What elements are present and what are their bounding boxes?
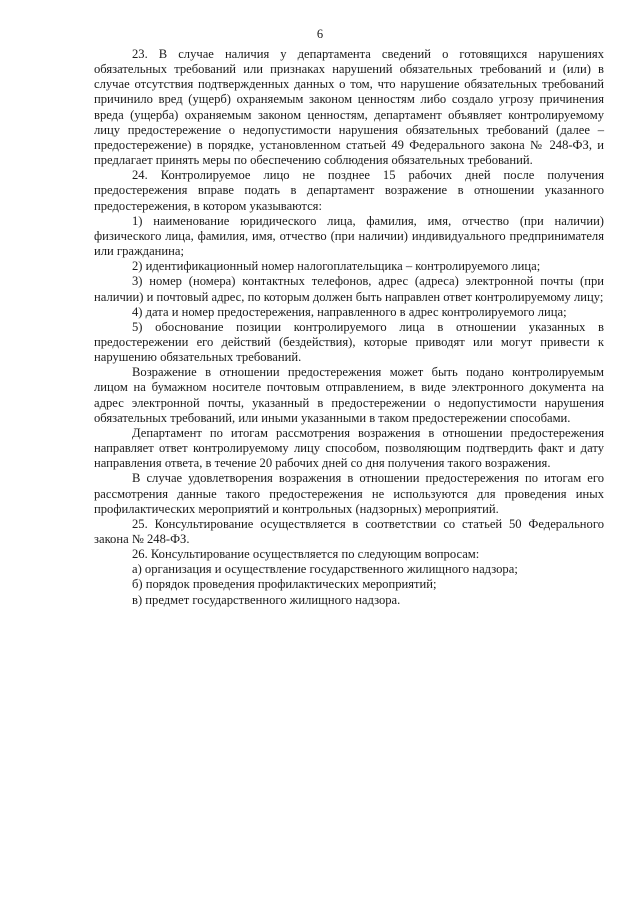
paragraph-25: 25. Консультирование осуществляется в соответствии со статьей 50 Федерального закона № 248-ФЗ. <box>94 516 604 546</box>
paragraph-objection-response: Департамент по итогам рассмотрения возражения в отношении предостережения направляет ответ контролируемому лицу способом, позволяющим подтвердить факт и дату направления ответа, в течение 20 рабочих дней со дня получения такого возражения. <box>94 425 604 471</box>
paragraph-24-item-3: 3) номер (номера) контактных телефонов, адрес (адреса) электронной почты (при наличии) и почтовый адрес, по которым должен быть направлен ответ контролируемому лицу; <box>94 274 604 304</box>
paragraph-23: 23. В случае наличия у департамента сведений о готовящихся нарушениях обязательных требований или признаках нарушений обязательных требований и (или) в случае отсутствия подтвержденных данных о том, что нарушение обязательных требований причинило вред (ущерб) охраняемым законом ценностям либо создало угрозу причинения вреда (ущерба) охраняемым законом ценностям, департамент объявляет контролируемому лицу предостережение о недопустимости нарушения обязательных требований (далее – предостережение) в порядке, установленном статьей 49 Федерального закона № 248-ФЗ, и предлагает принять меры по обеспечению соблюдения обязательных требований. <box>94 47 604 168</box>
paragraph-24-item-4: 4) дата и номер предостережения, направленного в адрес контролируемого лица; <box>132 304 567 319</box>
page-number: 6 <box>316 27 324 41</box>
paragraph-24-item-2: 2) идентификационный номер налогоплательщика – контролируемого лица; <box>132 259 541 274</box>
paragraph-objection-satisfied: В случае удовлетворения возражения в отношении предостережения по итогам его рассмотрения данные такого предостережения не используются для проведения иных профилактических мероприятий и контрольных (надзорных) мероприятий. <box>94 471 604 516</box>
document-body <box>94 47 604 608</box>
paragraph-24-item-5: 5) обоснование позиции контролируемого лица в отношении указанных в предостережении его действий (бездействия), которые приводят или могут привести к нарушению обязательных требований. <box>94 319 604 365</box>
paragraph-26-item-a: а) организация и осуществление государственного жилищного надзора; <box>132 562 518 577</box>
paragraph-objection-submission: Возражение в отношении предостережения может быть подано контролируемым лицом на бумажном носителе почтовым отправлением, в виде электронного документа на адрес электронной почты, указанный в предостережении о недопустимости нарушения обязательных требований, или иными указанными в таком предостережении способами. <box>94 365 604 425</box>
paragraph-24-item-1: 1) наименование юридического лица, фамилия, имя, отчество (при наличии) физического лица, фамилия, имя, отчество (при наличии) индивидуального предпринимателя или гражданина; <box>94 213 604 259</box>
paragraph-26: 26. Консультирование осуществляется по следующим вопросам: <box>132 547 480 562</box>
paragraph-26-item-b: б) порядок проведения профилактических мероприятий; <box>132 577 437 592</box>
paragraph-26-item-c: в) предмет государственного жилищного надзора. <box>132 592 401 607</box>
paragraph-24: 24. Контролируемое лицо не позднее 15 рабочих дней после получения предостережения вправе подать в департамент возражение в отношении указанного предостережения, в котором указываются: <box>94 168 604 213</box>
